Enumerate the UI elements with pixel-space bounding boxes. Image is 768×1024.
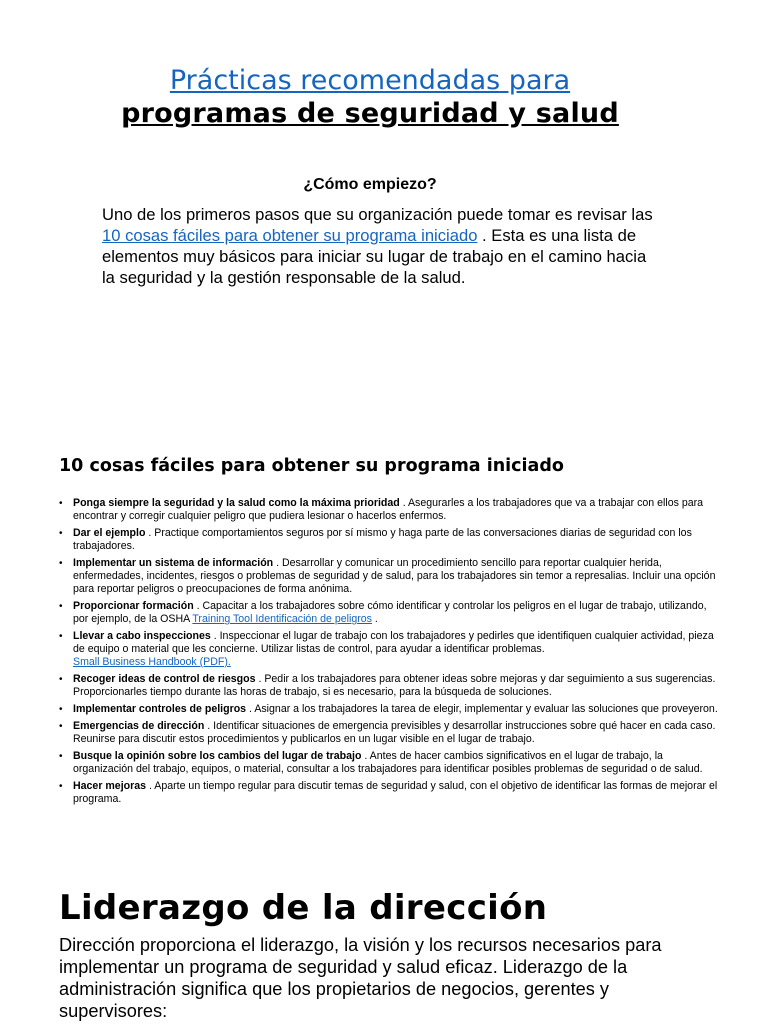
intro-link-10-cosas[interactable]: 10 cosas fáciles para obtener su programa iniciado: [102, 226, 478, 245]
intro-text-after: . Esta es una lista de elementos muy básicos para iniciar su lugar de trabajo en el camino hacia la seguridad y la gestión responsable de la salud.: [102, 226, 647, 287]
list-item: [59, 557, 719, 596]
bullet-icon: •: [59, 721, 63, 732]
item-text: . Identificar situaciones de emergencia previsibles y desarrollar instrucciones sobre qué hacer en cada caso. Reunirse para discutir estos procedimientos y publicarlos en un lugar visible en el lugar de trabajo.: [73, 720, 716, 745]
title-link[interactable]: Prácticas recomendadas para: [169, 65, 571, 96]
list-item: [59, 750, 719, 776]
list-item: [59, 780, 719, 806]
intro-text-before: Uno de los primeros pasos que su organización puede tomar es revisar las: [102, 205, 653, 224]
item-title: Emergencias de dirección: [73, 720, 205, 732]
list-item: [59, 720, 719, 746]
item-text: . Desarrollar y comunicar un procedimiento sencillo para reportar cualquier herida, enfermedades, incidentes, riesgos o problemas de seguridad y de salud, para los trabajadores sin temor a represalias. Incluir una opción para reportar peligros o preocupaciones de forma anónima.: [73, 557, 716, 595]
bullet-icon: •: [59, 751, 63, 762]
bullet-icon: •: [59, 498, 63, 509]
list-item: [59, 630, 719, 669]
item-title: Dar el ejemplo: [73, 527, 146, 539]
heading-liderazgo: Liderazgo de la dirección: [59, 888, 548, 928]
item-title: Implementar un sistema de información: [73, 557, 274, 569]
item-text: . Inspeccionar el lugar de trabajo con los trabajadores y pedirles que identifiquen cualquier actividad, pieza de equipo o material que les concierne. Utilizar listas de control, para ayudar a identificar problemas.: [73, 630, 714, 655]
tips-list: [59, 497, 719, 810]
item-text: . Practique comportamientos seguros por sí mismo y haga parte de las conversaciones diarias de seguridad con los trabajadores.: [73, 527, 692, 552]
list-item: [59, 527, 719, 553]
intro-paragraph: [102, 204, 662, 288]
list-item: [59, 703, 719, 716]
item-title: Ponga siempre la seguridad y la salud como la máxima prioridad: [73, 497, 400, 509]
section-heading-10-cosas: 10 cosas fáciles para obtener su programa iniciado: [59, 456, 564, 476]
item-title: Llevar a cabo inspecciones: [73, 630, 211, 642]
bullet-icon: •: [59, 601, 63, 612]
item-text: . Pedir a los trabajadores para obtener ideas sobre mejoras y dar seguimiento a sus sugerencias. Proporcionarles tiempo durante las horas de trabajo, si es necesario, para la búsqueda de soluciones.: [73, 673, 716, 698]
item-text: . Asegurarles a los trabajadores que va a trabajar con ellos para encontrar y corregir cualquier peligro que pudiera lesionar o hacerlos enfermos.: [73, 497, 704, 522]
bullet-icon: •: [59, 674, 63, 685]
bullet-icon: •: [59, 558, 63, 569]
document-title: [0, 64, 740, 130]
bullet-icon: •: [59, 781, 63, 792]
list-item: [59, 673, 719, 699]
item-title: Recoger ideas de control de riesgos: [73, 673, 256, 685]
osha-training-tool-link[interactable]: Training Tool Identificación de peligros: [192, 613, 372, 625]
item-title: Hacer mejoras: [73, 780, 147, 792]
item-text: . Capacitar a los trabajadores sobre cómo identificar y controlar los peligros en el lugar de trabajo, utilizando, por ejemplo, de la OSHA: [73, 600, 707, 625]
item-title: Implementar controles de peligros: [73, 703, 247, 715]
item-text: . Aparte un tiempo regular para discutir temas de seguridad y salud, con el objetivo de identificar las formas de mejorar el programa.: [73, 780, 718, 805]
item-text: . Asignar a los trabajadores la tarea de elegir, implementar y evaluar las soluciones que proveyeron.: [246, 703, 718, 715]
item-text-after: .: [371, 613, 378, 625]
bullet-icon: •: [59, 631, 63, 642]
small-business-handbook-link[interactable]: Small Business Handbook (PDF).: [73, 656, 231, 668]
item-title: Proporcionar formación: [73, 600, 194, 612]
list-item: [59, 497, 719, 523]
bullet-icon: •: [59, 704, 63, 715]
title-line-2: programas de seguridad y salud: [121, 98, 619, 129]
subheading-como-empiezo: ¿Cómo empiezo?: [303, 176, 437, 193]
item-title: Busque la opinión sobre los cambios del lugar de trabajo: [73, 750, 362, 762]
bullet-icon: •: [59, 528, 63, 539]
liderazgo-paragraph: Dirección proporciona el liderazgo, la visión y los recursos necesarios para implementar un programa de seguridad y salud eficaz. Liderazgo de la administración significa que los propietarios de negocios, gerentes y supervisores:: [59, 935, 662, 1021]
item-text: . Antes de hacer cambios significativos en el lugar de trabajo, la organización del trabajo, equipos, o material, consultar a los trabajadores para identificar posibles problemas de seguridad o de salud.: [73, 750, 703, 775]
list-item: [59, 600, 719, 626]
